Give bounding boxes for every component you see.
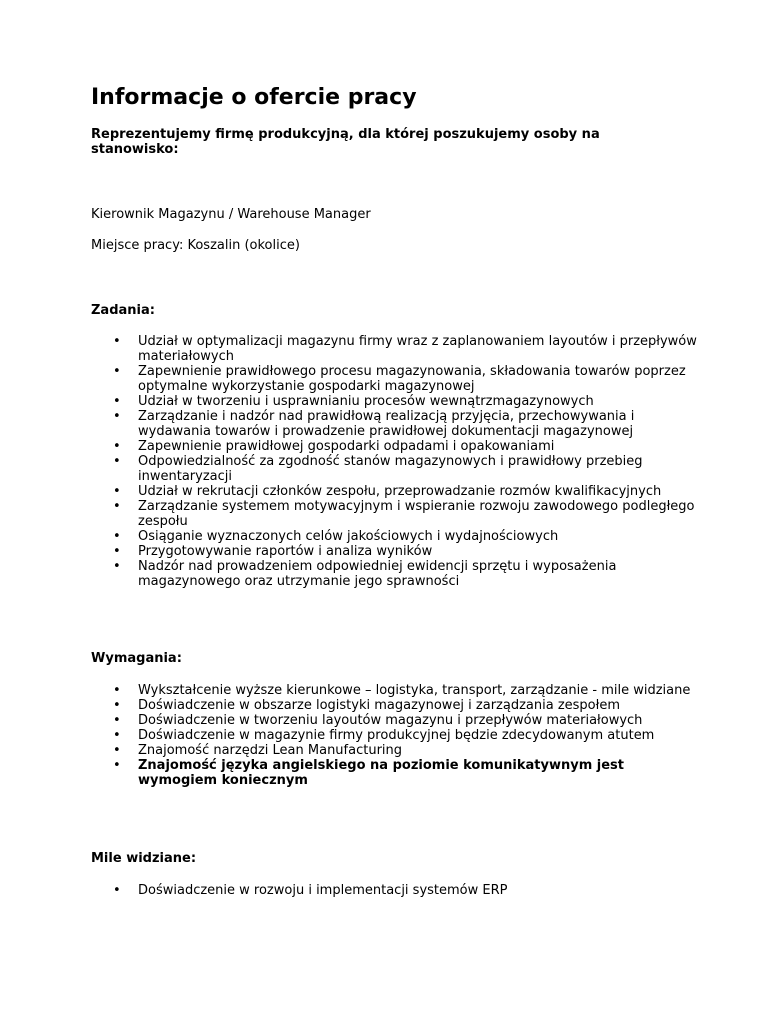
list-item-text: Nadzór nad prowadzeniem odpowiedniej ewidencji sprzętu i wyposażenia magazynowego oraz utrzymanie jego sprawności (138, 559, 617, 589)
list-item-text: Przygotowywanie raportów i analiza wyników (138, 544, 433, 559)
list-item-text: Doświadczenie w obszarze logistyki magazynowej i zarządzania zespołem (138, 698, 620, 713)
work-location: Miejsce pracy: Koszalin (okolice) (91, 238, 300, 253)
page-title: Informacje o ofercie pracy (91, 85, 417, 110)
position-title: Kierownik Magazynu / Warehouse Manager (91, 207, 371, 222)
list-item (113, 484, 698, 499)
list-item-text: Doświadczenie w tworzeniu layoutów magazynu i przepływów materiałowych (138, 713, 643, 728)
list-item-text: Odpowiedzialność za zgodność stanów magazynowych i prawidłowy przebieg inwentaryzacji (138, 454, 643, 484)
list-item (113, 394, 698, 409)
bullet-icon: • (113, 364, 121, 379)
list-item (113, 364, 698, 394)
bullet-icon: • (113, 683, 121, 698)
bullet-icon: • (113, 743, 121, 758)
list-item-text: Znajomość języka angielskiego na poziomie komunikatywnym jest wymogiem koniecznym (138, 758, 624, 788)
bullet-icon: • (113, 728, 121, 743)
tasks-heading: Zadania: (91, 303, 155, 318)
bullet-icon: • (113, 439, 121, 454)
tasks-list (113, 334, 698, 589)
bullet-icon: • (113, 499, 121, 514)
list-item-text: Udział w optymalizacji magazynu firmy wraz z zaplanowaniem layoutów i przepływów materiałowych (138, 334, 697, 364)
list-item (113, 454, 698, 484)
list-item (113, 883, 698, 898)
list-item-text: Doświadczenie w rozwoju i implementacji systemów ERP (138, 883, 508, 898)
list-item (113, 409, 698, 439)
bullet-icon: • (113, 334, 121, 349)
list-item (113, 334, 698, 364)
list-item-text: Zarządzanie systemem motywacyjnym i wspieranie rozwoju zawodowego podległego zespołu (138, 499, 695, 529)
bullet-icon: • (113, 758, 121, 773)
list-item-text: Zapewnienie prawidłowej gospodarki odpadami i opakowaniami (138, 439, 555, 454)
requirements-list (113, 683, 698, 788)
list-item-text: Zapewnienie prawidłowego procesu magazynowania, składowania towarów poprzez optymalne wykorzystanie gospodarki magazynowej (138, 364, 686, 394)
bullet-icon: • (113, 394, 121, 409)
list-item (113, 544, 698, 559)
bullet-icon: • (113, 713, 121, 728)
bullet-icon: • (113, 484, 121, 499)
bullet-icon: • (113, 454, 121, 469)
requirements-heading: Wymagania: (91, 651, 182, 666)
list-item (113, 439, 698, 454)
list-item-text: Wykształcenie wyższe kierunkowe – logistyka, transport, zarządzanie - mile widziane (138, 683, 691, 698)
list-item-text: Osiąganie wyznaczonych celów jakościowych i wydajnościowych (138, 529, 559, 544)
nice-to-have-list (113, 883, 698, 898)
bullet-icon: • (113, 883, 121, 898)
bullet-icon: • (113, 559, 121, 574)
list-item (113, 499, 698, 529)
list-item-text: Udział w rekrutacji członków zespołu, przeprowadzanie rozmów kwalifikacyjnych (138, 484, 662, 499)
bullet-icon: • (113, 409, 121, 424)
list-item (113, 559, 698, 589)
bullet-icon: • (113, 698, 121, 713)
list-item-text: Znajomość narzędzi Lean Manufacturing (138, 743, 403, 758)
list-item-text: Zarządzanie i nadzór nad prawidłową realizacją przyjęcia, przechowywania i wydawania towarów i prowadzenie prawidłowej dokumentacji magazynowej (138, 409, 635, 439)
list-item-text: Doświadczenie w magazynie firmy produkcyjnej będzie zdecydowanym atutem (138, 728, 655, 743)
list-item (113, 758, 698, 788)
bullet-icon: • (113, 529, 121, 544)
list-item (113, 728, 698, 743)
list-item (113, 713, 698, 728)
bullet-icon: • (113, 544, 121, 559)
list-item (113, 529, 698, 544)
list-item (113, 683, 698, 698)
list-item (113, 698, 698, 713)
intro-text: Reprezentujemy firmę produkcyjną, dla której poszukujemy osoby na stanowisko: (91, 127, 600, 157)
nice-to-have-heading: Mile widziane: (91, 851, 197, 866)
list-item (113, 743, 698, 758)
list-item-text: Udział w tworzeniu i usprawnianiu procesów wewnątrzmagazynowych (138, 394, 594, 409)
